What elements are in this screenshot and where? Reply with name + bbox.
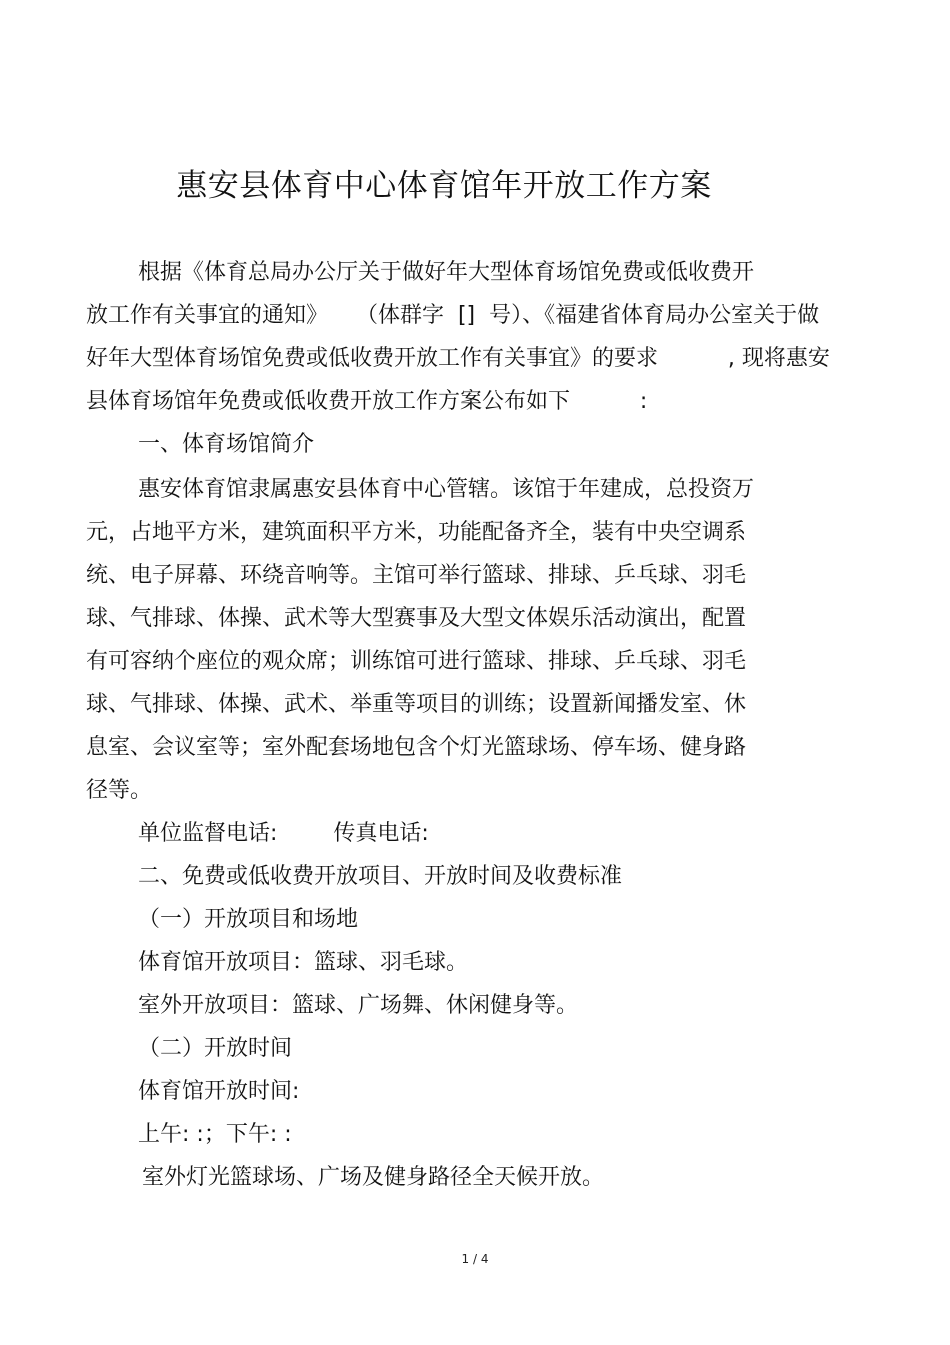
body-line: 县体育场馆年免费或低收费开放工作方案公布如下 : — [86, 389, 648, 414]
body-line: 室外灯光篮球场、广场及健身路径全天候开放。 — [142, 1165, 605, 1190]
body-line: 根据《体育总局办公厅关于做好年大型体育场馆免费或低收费开 — [138, 260, 755, 285]
body-line: 球、气排球、体操、武术、举重等项目的训练；设置新闻播发室、休 — [86, 692, 747, 717]
body-line: 好年大型体育场馆免费或低收费开放工作有关事宜》的要求 , 现将惠安 — [86, 346, 830, 371]
body-line: 有可容纳个座位的观众席；训练馆可进行篮球、排球、乒乓球、羽毛 — [86, 649, 747, 674]
subsection-heading: （二）开放时间 — [138, 1036, 293, 1061]
page-number: 1 / 4 — [461, 1252, 489, 1266]
section-heading: 一、体育场馆简介 — [138, 432, 315, 457]
body-line: 息室、会议室等；室外配套场地包含个灯光篮球场、停车场、健身路 — [86, 735, 747, 760]
body-line: 体育馆开放项目：篮球、羽毛球。 — [138, 950, 469, 975]
body-line: 上午: :；下午: : — [138, 1122, 292, 1147]
body-line: 体育馆开放时间: — [138, 1079, 300, 1104]
body-line: 惠安体育馆隶属惠安县体育中心管辖。该馆于年建成，总投资万 — [138, 477, 755, 502]
contact-line: 单位监督电话: 传真电话: — [138, 821, 429, 846]
body-line: 室外开放项目：篮球、广场舞、休闲健身等。 — [138, 993, 579, 1018]
subsection-heading: （一）开放项目和场地 — [138, 907, 359, 932]
section-heading: 二、免费或低收费开放项目、开放时间及收费标准 — [138, 864, 623, 889]
body-line: 球、气排球、体操、武术等大型赛事及大型文体娱乐活动演出，配置 — [86, 606, 747, 631]
body-line: 元，占地平方米，建筑面积平方米，功能配备齐全，装有中央空调系 — [86, 520, 747, 545]
document-title: 惠安县体育中心体育馆年开放工作方案 — [176, 168, 712, 204]
body-line: 放工作有关事宜的通知》 （体群字 [] 号）、《福建省体育局办公室关于做 — [86, 303, 820, 328]
body-line: 统、电子屏幕、环绕音响等。主馆可举行篮球、排球、乒乓球、羽毛 — [86, 563, 747, 588]
body-line: 径等。 — [86, 778, 153, 803]
